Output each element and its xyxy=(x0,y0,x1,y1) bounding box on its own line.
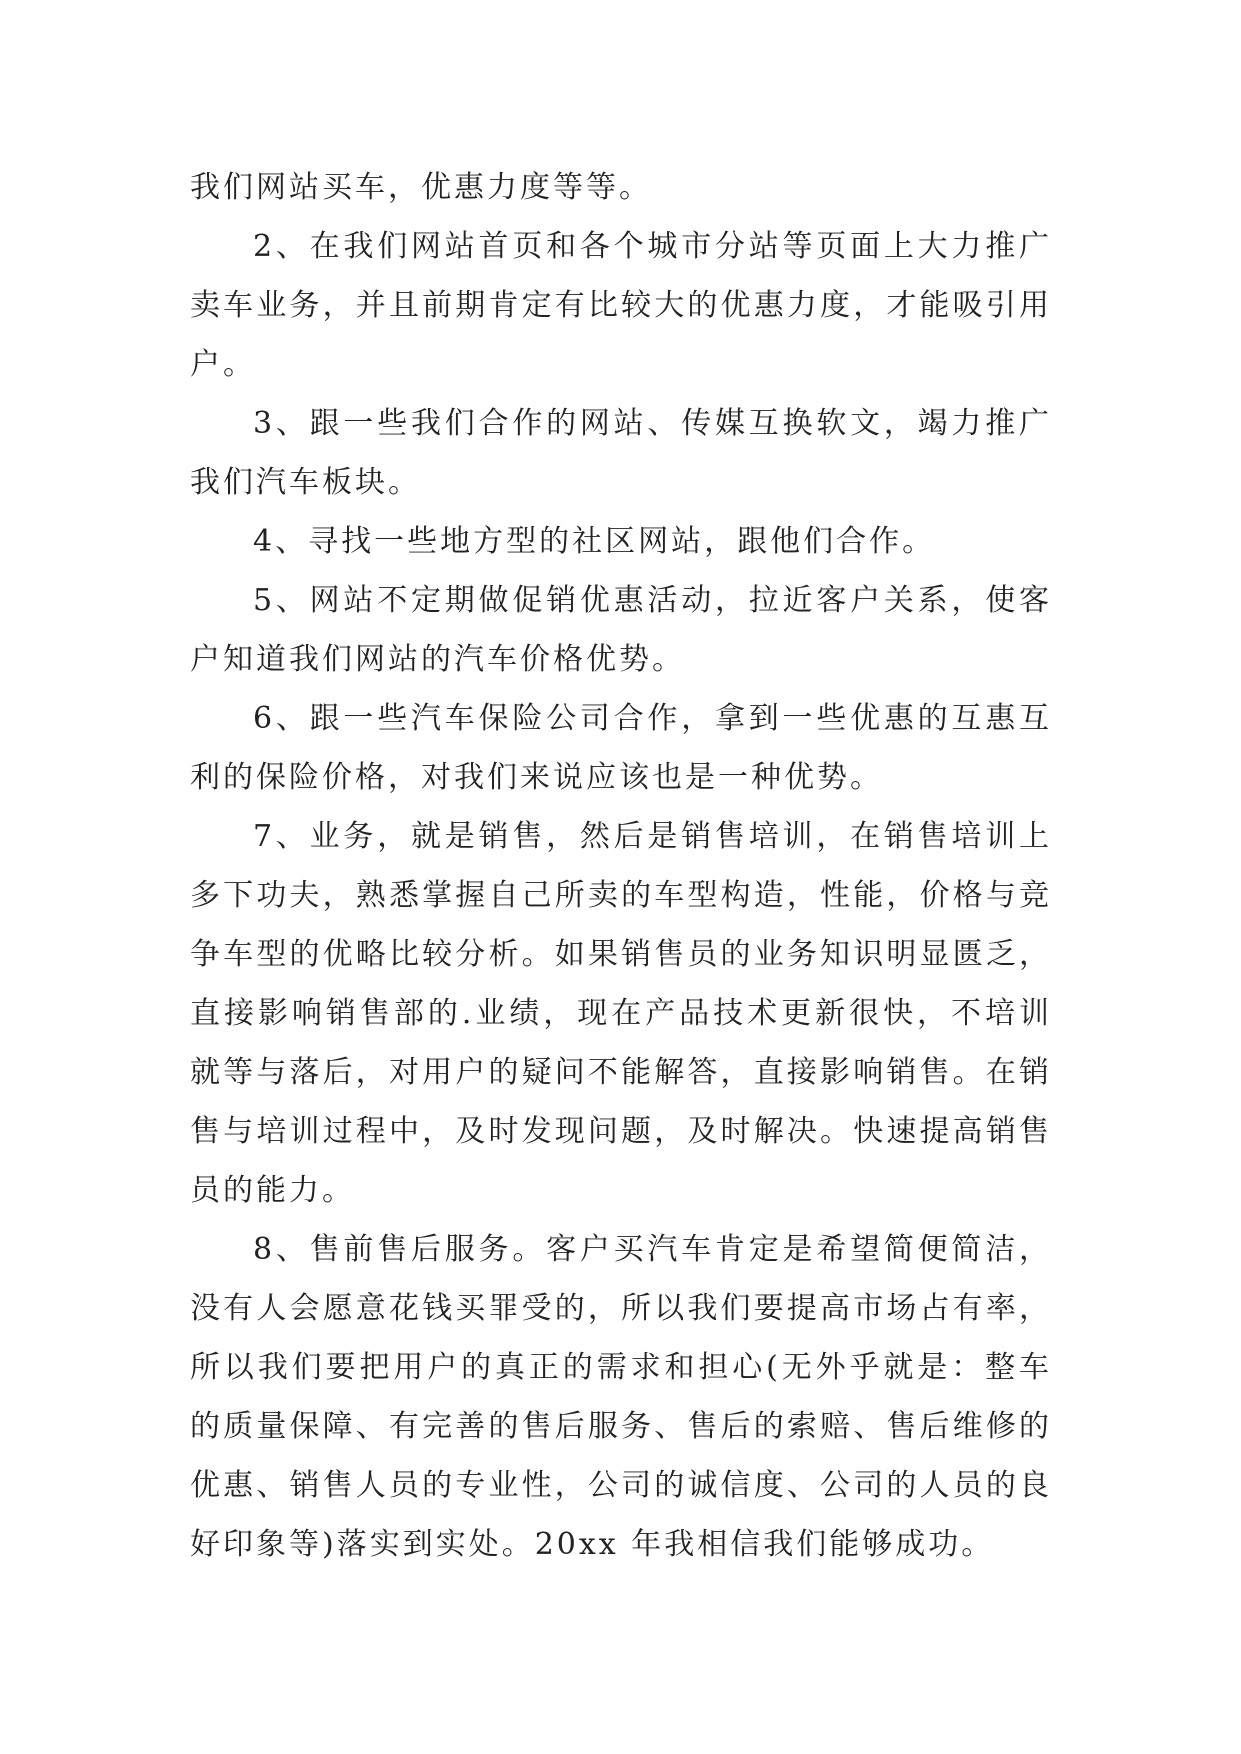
paragraph-item-2: 2、在我们网站首页和各个城市分站等页面上大力推广卖车业务，并且前期肯定有比较大的优惠力度，才能吸引用户。 xyxy=(190,229,1052,382)
paragraph-item-3: 3、跟一些我们合作的网站、传媒互换软文，竭力推广我们汽车板块。 xyxy=(190,406,1052,500)
paragraph-item-6: 6、跟一些汽车保险公司合作，拿到一些优惠的互惠互利的保险价格，对我们来说应该也是一种优势。 xyxy=(190,701,1052,795)
paragraph-continuation: 我们网站买车，优惠力度等等。 xyxy=(190,170,652,205)
paragraph-item-5: 5、网站不定期做促销优惠活动，拉近客户关系，使客户知道我们网站的汽车价格优势。 xyxy=(190,583,1052,677)
document-body xyxy=(190,158,1052,1574)
paragraph-item-7: 7、业务，就是销售，然后是销售培训，在销售培训上多下功夫，熟悉掌握自己所卖的车型构造，性能，价格与竞争车型的优略比较分析。如果销售员的业务知识明显匮乏，直接影响销售部的.业绩，现在产品技术更新很快，不培训就等与落后，对用户的疑问不能解答，直接影响销售。在销售与培训过程中，及时发现问题，及时解决。快速提高销售员的能力。 xyxy=(190,819,1052,1208)
paragraph-item-4: 4、寻找一些地方型的社区网站，跟他们合作。 xyxy=(253,524,936,559)
paragraph-item-8: 8、售前售后服务。客户买汽车肯定是希望简便简洁，没有人会愿意花钱买罪受的，所以我们要提高市场占有率，所以我们要把用户的真正的需求和担心(无外乎就是：整车的质量保障、有完善的售后服务、售后的索赔、售后维修的优惠、销售人员的专业性，公司的诚信度、公司的人员的良好印象等)落实到实处。20xx 年我相信我们能够成功。 xyxy=(190,1232,1052,1562)
